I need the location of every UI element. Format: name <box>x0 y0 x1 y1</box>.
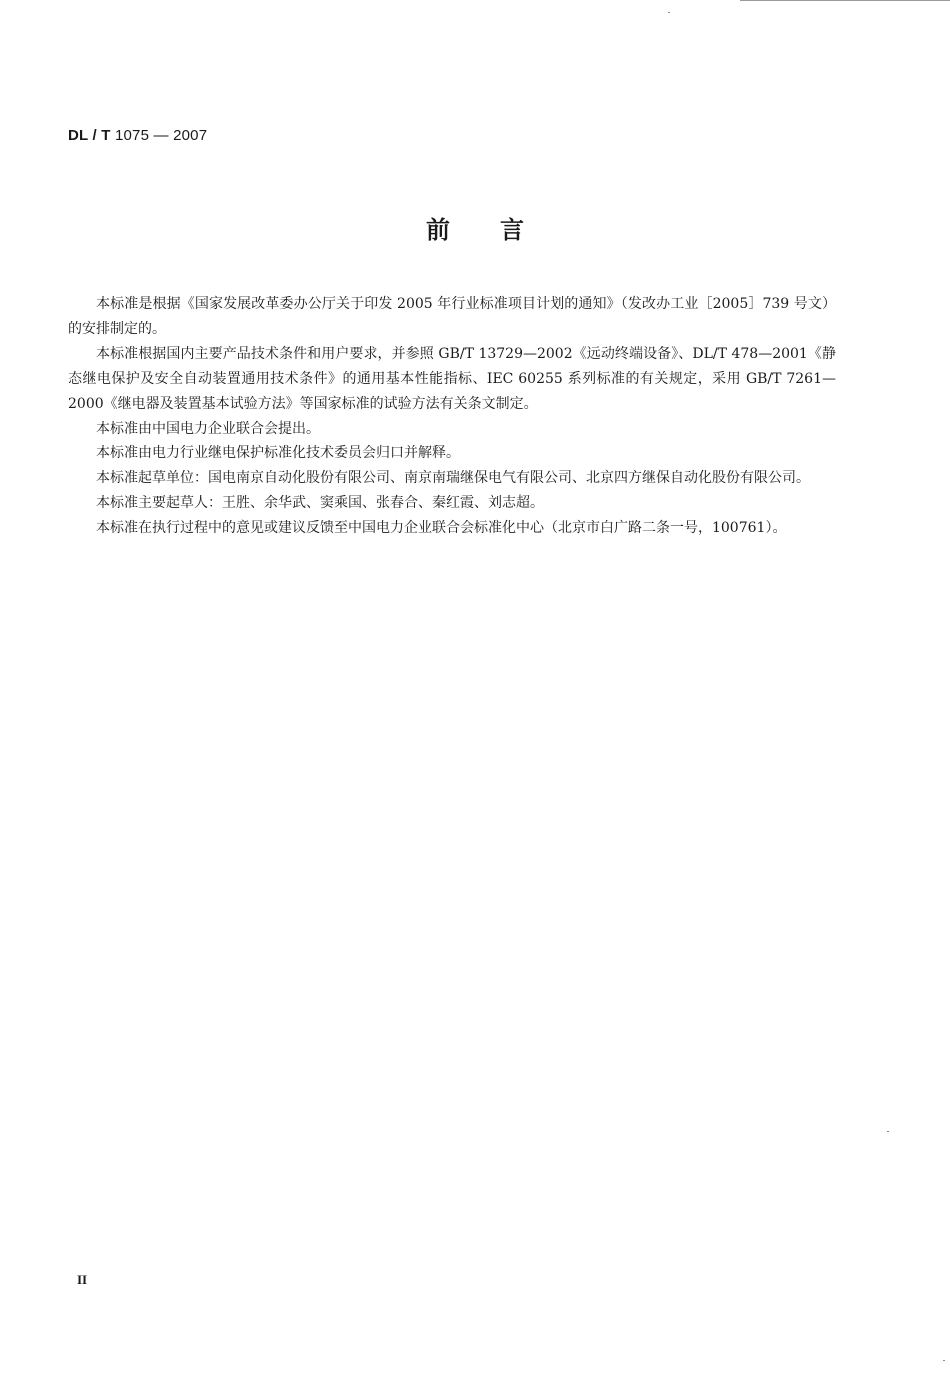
paragraph-references: 本标准根据国内主要产品技术条件和用户要求，并参照 GB/T 13729—2002《远动终端设备》、DL/T 478—2001《静态继电保护及安全自动装置通用技术条件》的通用基本性能指标、IEC 60255 系列标准的有关规定，采用 GB/T 7261—2000《继电器及装置基本试验方法》等国家标准的试验方法有关条文制定。 <box>68 345 836 412</box>
standard-code <box>68 127 207 144</box>
foreword-body <box>68 292 836 541</box>
paragraph-feedback: 本标准在执行过程中的意见或建议反馈至中国电力企业联合会标准化中心（北京市白广路二条一号，100761）。 <box>96 520 787 537</box>
standard-code-prefix: DL / T <box>68 127 111 144</box>
paragraph-proposer: 本标准由中国电力企业联合会提出。 <box>96 420 320 437</box>
paragraph-drafters: 本标准主要起草人：王胜、余华武、窦乘国、张春合、秦红霞、刘志超。 <box>96 495 544 512</box>
paragraph-committee: 本标准由电力行业继电保护标准化技术委员会归口并解释。 <box>96 445 460 462</box>
standard-code-number: 1075 — 2007 <box>110 127 208 144</box>
page-number: II <box>77 1272 88 1287</box>
scan-speck <box>943 1360 945 1361</box>
scan-speck <box>887 1131 889 1132</box>
scan-edge-line <box>740 0 950 1</box>
paragraph-drafting-units: 本标准起草单位：国电南京自动化股份有限公司、南京南瑞继保电气有限公司、北京四方继保自动化股份有限公司。 <box>96 470 810 487</box>
page-title: 前言 <box>426 216 574 244</box>
paragraph-basis: 本标准是根据《国家发展改革委办公厅关于印发 2005 年行业标准项目计划的通知》（发改办工业［2005］739 号文）的安排制定的。 <box>68 296 836 337</box>
scan-speck <box>668 12 670 13</box>
